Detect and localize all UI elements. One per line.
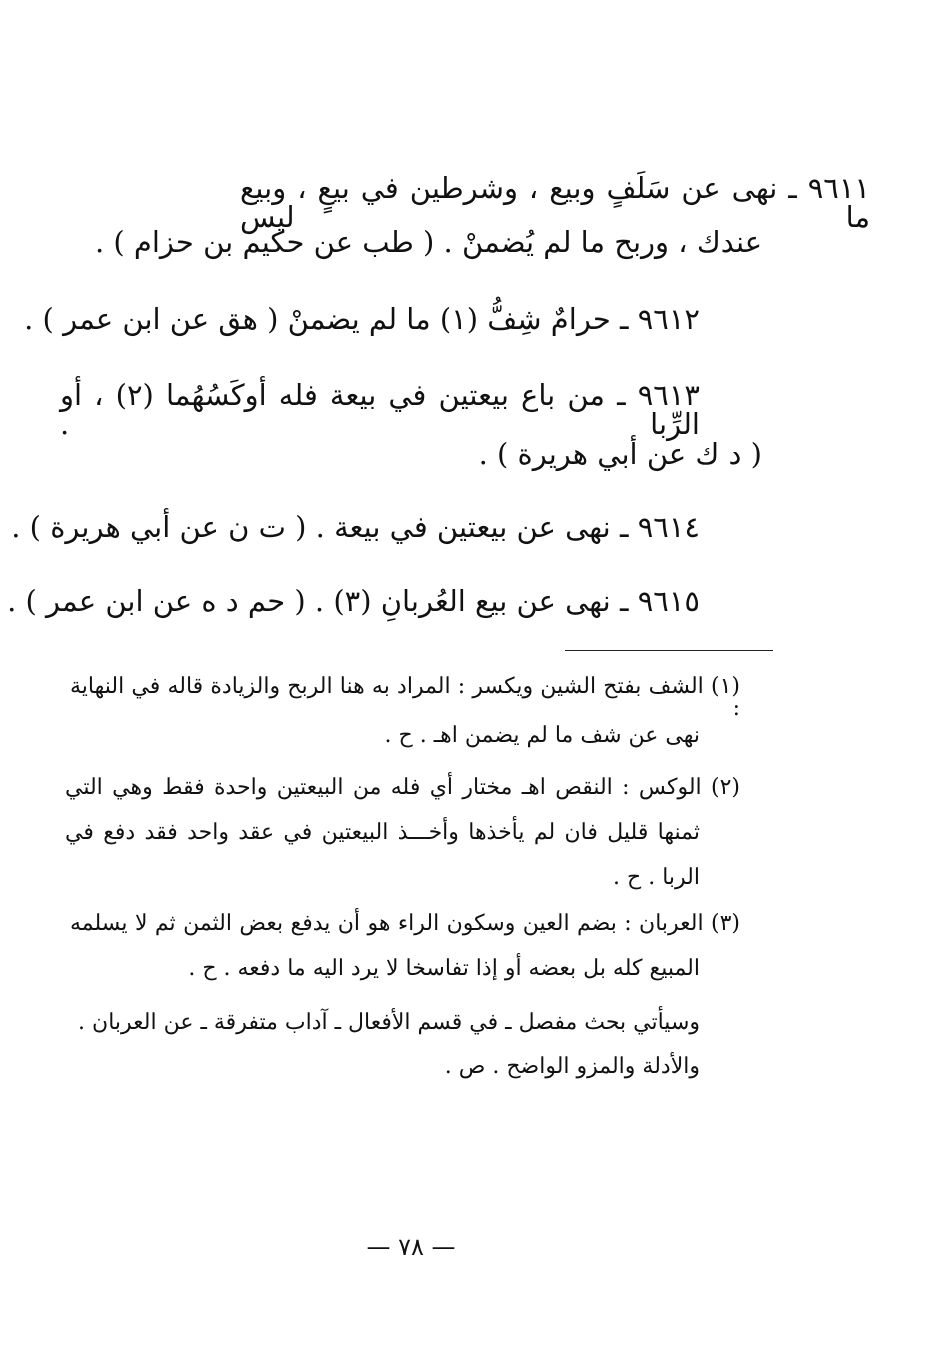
footnote-separator	[565, 650, 773, 651]
page-number: — ٧٨ —	[366, 1233, 456, 1261]
footnote-2-line3: الربا . ح .	[613, 865, 700, 890]
hadith-9611-line1: ٩٦١١ ـ نهى عن سَلَفٍ وبيع ، وشرطين في بيعٍ ، وبيع ما ليس	[240, 171, 870, 234]
hadith-9611-line2: عندك ، وربح ما لم يُضمنْ . ( طب عن حكيم بن حزام ) .	[94, 225, 762, 259]
closing-note-line2: والأدلة والمزو الواضح . ص .	[444, 1054, 700, 1079]
footnote-2-line1: (٢) الوكس : النقص اهـ مختار أي فله من البيعتين واحدة فقط وهي التي	[65, 775, 740, 800]
closing-note-line1: وسيأتي بحث مفصل ـ في قسم الأفعال ـ آداب متفرقة ـ عن العربان .	[78, 1010, 700, 1035]
footnote-1-line2: نهى عن شف ما لم يضمن اهـ . ح .	[384, 723, 700, 748]
footnote-1-line1: (١) الشف بفتح الشين ويكسر : المراد به هنا الربح والزيادة قاله في النهاية :	[70, 674, 740, 721]
hadith-9613-line2: ( د ك عن أبي هريرة ) .	[478, 437, 762, 471]
hadith-9612: ٩٦١٢ ـ حرامٌ شِفُّ (١) ما لم يضمنْ ( هق عن ابن عمر ) .	[24, 302, 700, 336]
footnote-3-line2: المبيع كله بل بعضه أو إذا تفاسخا لا يرد اليه ما دفعه . ح .	[188, 956, 700, 981]
footnote-2-line2: ثمنها قليل فان لم يأخذها وأخـــذ البيعتين في عقد واحد فقد دفع في	[65, 820, 700, 845]
hadith-9615: ٩٦١٥ ـ نهى عن بيع العُربانِ (٣) . ( حم د ه عن ابن عمر ) .	[7, 584, 700, 618]
footnote-3-line1: (٣) العربان : بضم العين وسكون الراء هو أن يدفع بعض الثمن ثم لا يسلمه	[70, 911, 741, 936]
hadith-9613-line1: ٩٦١٣ ـ من باع بيعتين في بيعة فله أوكَسُهُما (٢) ، أو الرِّبا .	[60, 378, 700, 441]
hadith-9614: ٩٦١٤ ـ نهى عن بيعتين في بيعة . ( ت ن عن أبي هريرة ) .	[11, 510, 700, 544]
